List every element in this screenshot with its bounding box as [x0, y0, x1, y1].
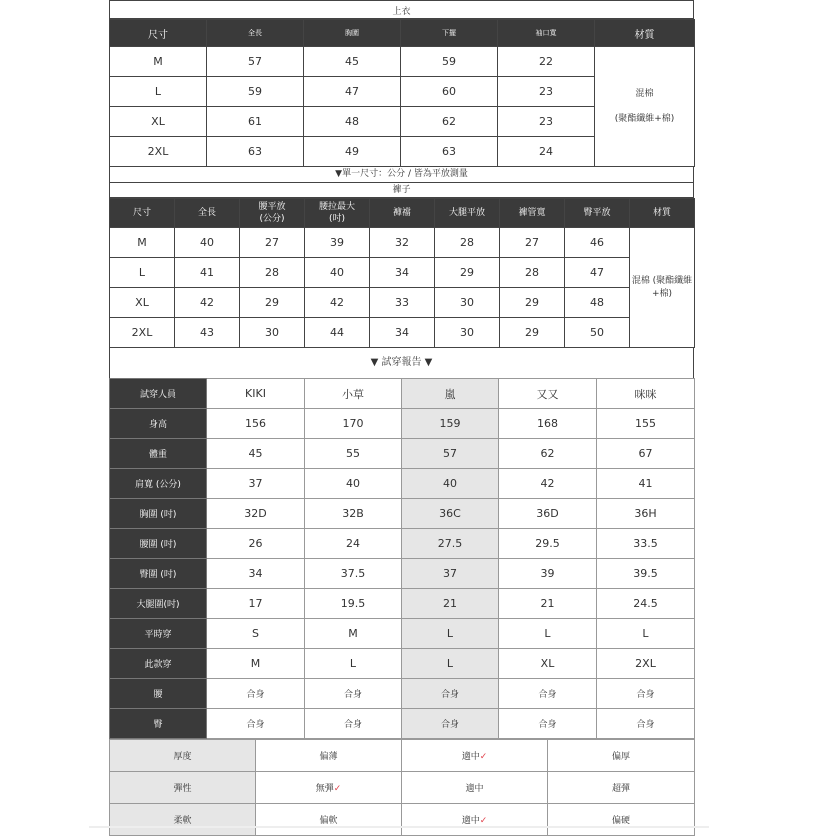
- pants-size-label: XL: [110, 288, 175, 318]
- fabric-feel-option: [548, 740, 695, 772]
- fabric-feel-option: [256, 804, 402, 836]
- fitting-value: 合身: [499, 709, 597, 739]
- fitting-value: 36D: [499, 499, 597, 529]
- fabric-feel-option: [548, 772, 695, 804]
- fitting-row: [110, 409, 695, 439]
- fitting-row: [110, 499, 695, 529]
- fitting-model-name: 嵐: [402, 379, 499, 409]
- fabric-feel-row: [110, 740, 695, 772]
- pants-size-label: L: [110, 258, 175, 288]
- fitting-value: 17: [207, 589, 305, 619]
- fitting-value: 21: [499, 589, 597, 619]
- pants-section-title: 褲子: [109, 183, 694, 198]
- pants-size-value: 29: [500, 318, 565, 348]
- fabric-feel-option-label: 偏薄: [319, 752, 338, 762]
- fitting-value: 29.5: [499, 529, 597, 559]
- fitting-value: M: [305, 619, 402, 649]
- fitting-value: L: [597, 619, 695, 649]
- top-size-value: 23: [498, 107, 595, 137]
- fabric-feel-option-label: 適中: [465, 784, 484, 794]
- fitting-value: M: [207, 649, 305, 679]
- top-header-size: 尺寸: [110, 20, 207, 47]
- fitting-row: [110, 709, 695, 739]
- pants-header: 腰平放 (公分): [240, 199, 305, 228]
- fitting-value: 合身: [207, 679, 305, 709]
- fabric-feel-row: [110, 772, 695, 804]
- pants-size-value: 28: [500, 258, 565, 288]
- fitting-value: 37: [207, 469, 305, 499]
- top-size-value: 60: [401, 77, 498, 107]
- fabric-feel-option-label: 偏厚: [611, 752, 630, 762]
- fitting-row-label: 大腿圍(吋): [110, 589, 207, 619]
- top-header-material: 材質: [595, 20, 695, 47]
- fitting-value: 40: [402, 469, 499, 499]
- fitting-value: 67: [597, 439, 695, 469]
- fitting-value: 合身: [499, 679, 597, 709]
- pants-header: 褲襠: [370, 199, 435, 228]
- fitting-value: 19.5: [305, 589, 402, 619]
- fitting-value: 24.5: [597, 589, 695, 619]
- pants-size-value: 28: [435, 228, 500, 258]
- fitting-value: 156: [207, 409, 305, 439]
- fitting-report-table: [109, 378, 695, 739]
- top-size-value: 48: [304, 107, 401, 137]
- pants-header: 褲管寬: [500, 199, 565, 228]
- fabric-feel-option: [402, 804, 548, 836]
- fabric-feel-label: 厚度: [110, 740, 256, 772]
- pants-size-value: 42: [175, 288, 240, 318]
- fitting-row-label: 腰: [110, 679, 207, 709]
- pants-size-row: [110, 228, 695, 258]
- fitting-model-name: 咪咪: [597, 379, 695, 409]
- fabric-feel-label: 柔軟: [110, 804, 256, 836]
- fitting-value: 合身: [305, 709, 402, 739]
- pants-header: 尺寸: [110, 199, 175, 228]
- pants-size-value: 27: [500, 228, 565, 258]
- fabric-feel-label: 彈性: [110, 772, 256, 804]
- top-size-value: 47: [304, 77, 401, 107]
- fitting-value: 合身: [597, 679, 695, 709]
- fitting-row-label: 胸圍 (吋): [110, 499, 207, 529]
- pants-size-value: 30: [240, 318, 305, 348]
- fitting-value: 159: [402, 409, 499, 439]
- top-size-value: 61: [207, 107, 304, 137]
- fitting-value: 合身: [305, 679, 402, 709]
- top-size-row: [110, 47, 695, 77]
- top-size-value: 49: [304, 137, 401, 167]
- pants-size-label: M: [110, 228, 175, 258]
- pants-size-value: 46: [565, 228, 630, 258]
- top-size-label: XL: [110, 107, 207, 137]
- top-material-name: 混棉: [635, 88, 654, 99]
- fitting-model-name: 小草: [305, 379, 402, 409]
- pants-size-value: 29: [500, 288, 565, 318]
- fabric-feel-option: [256, 772, 402, 804]
- fitting-value: 合身: [597, 709, 695, 739]
- top-size-value: 45: [304, 47, 401, 77]
- fabric-feel-table: [109, 739, 695, 836]
- fitting-value: 合身: [402, 679, 499, 709]
- fitting-value: 24: [305, 529, 402, 559]
- fabric-feel-option-label: 偏軟: [319, 816, 338, 826]
- fitting-value: 45: [207, 439, 305, 469]
- fitting-row-label: 試穿人員: [110, 379, 207, 409]
- fitting-report-title: ▼ 試穿報告 ▼: [109, 348, 694, 378]
- top-section: [109, 0, 694, 183]
- size-chart-page: [109, 0, 694, 836]
- fitting-value: 26: [207, 529, 305, 559]
- pants-section: [109, 183, 694, 348]
- pants-size-value: 29: [435, 258, 500, 288]
- top-size-value: 62: [401, 107, 498, 137]
- top-material-cell: [595, 47, 695, 167]
- fitting-model-name: KIKI: [207, 379, 305, 409]
- top-size-value: 59: [401, 47, 498, 77]
- fitting-value: 42: [499, 469, 597, 499]
- fitting-row: [110, 469, 695, 499]
- fitting-value: L: [402, 619, 499, 649]
- top-measurement-note: ▼單一尺寸：公分 / 皆為平放測量: [109, 167, 694, 183]
- top-size-value: 22: [498, 47, 595, 77]
- fitting-row: [110, 559, 695, 589]
- fitting-value: 32B: [305, 499, 402, 529]
- fitting-row: [110, 589, 695, 619]
- top-header-cuff: 袖口寬: [498, 20, 595, 47]
- fitting-row-label: 平時穿: [110, 619, 207, 649]
- top-size-value: 23: [498, 77, 595, 107]
- pants-material-cell: 混棉 (聚酯纖維+棉): [630, 228, 695, 348]
- fabric-feel-option-label: 偏硬: [611, 816, 630, 826]
- pants-size-value: 44: [305, 318, 370, 348]
- fitting-report-section: [109, 348, 694, 739]
- fitting-row-label: 臀圍 (吋): [110, 559, 207, 589]
- check-icon: ✓: [479, 816, 488, 826]
- fitting-value: 39.5: [597, 559, 695, 589]
- pants-size-value: 27: [240, 228, 305, 258]
- top-size-label: L: [110, 77, 207, 107]
- fitting-row-label: 此款穿: [110, 649, 207, 679]
- fitting-model-name: 又又: [499, 379, 597, 409]
- fitting-value: 55: [305, 439, 402, 469]
- top-section-title: 上衣: [109, 0, 694, 19]
- fitting-value: 37: [402, 559, 499, 589]
- fabric-feel-option: [402, 772, 548, 804]
- fitting-models-row: [110, 379, 695, 409]
- top-size-value: 63: [401, 137, 498, 167]
- pants-size-value: 41: [175, 258, 240, 288]
- fitting-row-label: 身高: [110, 409, 207, 439]
- fitting-row: [110, 529, 695, 559]
- fabric-feel-option-label: 無彈: [315, 784, 334, 794]
- fitting-value: 39: [499, 559, 597, 589]
- top-size-value: 63: [207, 137, 304, 167]
- top-header-chest: 胸圍: [304, 20, 401, 47]
- fitting-value: 168: [499, 409, 597, 439]
- fabric-feel-option: [256, 740, 402, 772]
- fitting-row: [110, 679, 695, 709]
- top-size-value: 24: [498, 137, 595, 167]
- pants-header: 材質: [630, 199, 695, 228]
- fitting-value: 33.5: [597, 529, 695, 559]
- fitting-value: 155: [597, 409, 695, 439]
- pants-size-value: 28: [240, 258, 305, 288]
- pants-size-value: 30: [435, 288, 500, 318]
- pants-size-value: 50: [565, 318, 630, 348]
- fitting-value: 36C: [402, 499, 499, 529]
- top-size-label: M: [110, 47, 207, 77]
- fabric-feel-option-label: 適中: [461, 816, 480, 826]
- fabric-feel-option: [548, 804, 695, 836]
- fitting-row-label: 腰圍 (吋): [110, 529, 207, 559]
- fitting-row: [110, 649, 695, 679]
- fitting-row: [110, 439, 695, 469]
- check-icon: ✓: [333, 784, 342, 794]
- fabric-feel-option-label: 超彈: [611, 784, 630, 794]
- fitting-value: 2XL: [597, 649, 695, 679]
- pants-header: 臀平放: [565, 199, 630, 228]
- fabric-feel-option: [402, 740, 548, 772]
- top-size-table: [109, 19, 695, 167]
- pants-size-row: [110, 258, 695, 288]
- fitting-value: 40: [305, 469, 402, 499]
- pants-size-value: 39: [305, 228, 370, 258]
- fitting-row-label: 臀: [110, 709, 207, 739]
- fitting-value: 57: [402, 439, 499, 469]
- fitting-value: 170: [305, 409, 402, 439]
- pants-size-value: 34: [370, 318, 435, 348]
- pants-size-value: 47: [565, 258, 630, 288]
- fitting-value: 37.5: [305, 559, 402, 589]
- pants-size-value: 32: [370, 228, 435, 258]
- fitting-value: 27.5: [402, 529, 499, 559]
- pants-size-table: [109, 198, 695, 348]
- fitting-row-label: 體重: [110, 439, 207, 469]
- pants-size-value: 40: [175, 228, 240, 258]
- pants-header: 腰拉最大 (吋): [305, 199, 370, 228]
- pants-size-value: 34: [370, 258, 435, 288]
- fitting-value: 36H: [597, 499, 695, 529]
- fitting-value: 41: [597, 469, 695, 499]
- fitting-value: 34: [207, 559, 305, 589]
- pants-size-value: 30: [435, 318, 500, 348]
- top-size-label: 2XL: [110, 137, 207, 167]
- top-size-value: 59: [207, 77, 304, 107]
- fitting-value: 21: [402, 589, 499, 619]
- fitting-value: 32D: [207, 499, 305, 529]
- top-header-hem: 下擺: [401, 20, 498, 47]
- pants-header: 大腿平放: [435, 199, 500, 228]
- fabric-feel-option-label: 適中: [461, 752, 480, 762]
- pants-header: 全長: [175, 199, 240, 228]
- fitting-row-label: 肩寬 (公分): [110, 469, 207, 499]
- top-material-detail: (聚酯纖維+棉): [614, 113, 675, 124]
- fitting-value: XL: [499, 649, 597, 679]
- top-header-length: 全長: [207, 20, 304, 47]
- pants-size-value: 40: [305, 258, 370, 288]
- check-icon: ✓: [479, 752, 488, 762]
- pants-size-value: 42: [305, 288, 370, 318]
- pants-size-row: [110, 288, 695, 318]
- fitting-value: L: [305, 649, 402, 679]
- fitting-value: L: [499, 619, 597, 649]
- fitting-row: [110, 619, 695, 649]
- fabric-feel-row: [110, 804, 695, 836]
- fitting-value: 62: [499, 439, 597, 469]
- pants-size-label: 2XL: [110, 318, 175, 348]
- fitting-value: 合身: [402, 709, 499, 739]
- pants-size-value: 43: [175, 318, 240, 348]
- top-size-value: 57: [207, 47, 304, 77]
- pants-size-row: [110, 318, 695, 348]
- pants-size-value: 48: [565, 288, 630, 318]
- fitting-value: L: [402, 649, 499, 679]
- fitting-value: S: [207, 619, 305, 649]
- pants-size-value: 33: [370, 288, 435, 318]
- pants-size-value: 29: [240, 288, 305, 318]
- fitting-value: 合身: [207, 709, 305, 739]
